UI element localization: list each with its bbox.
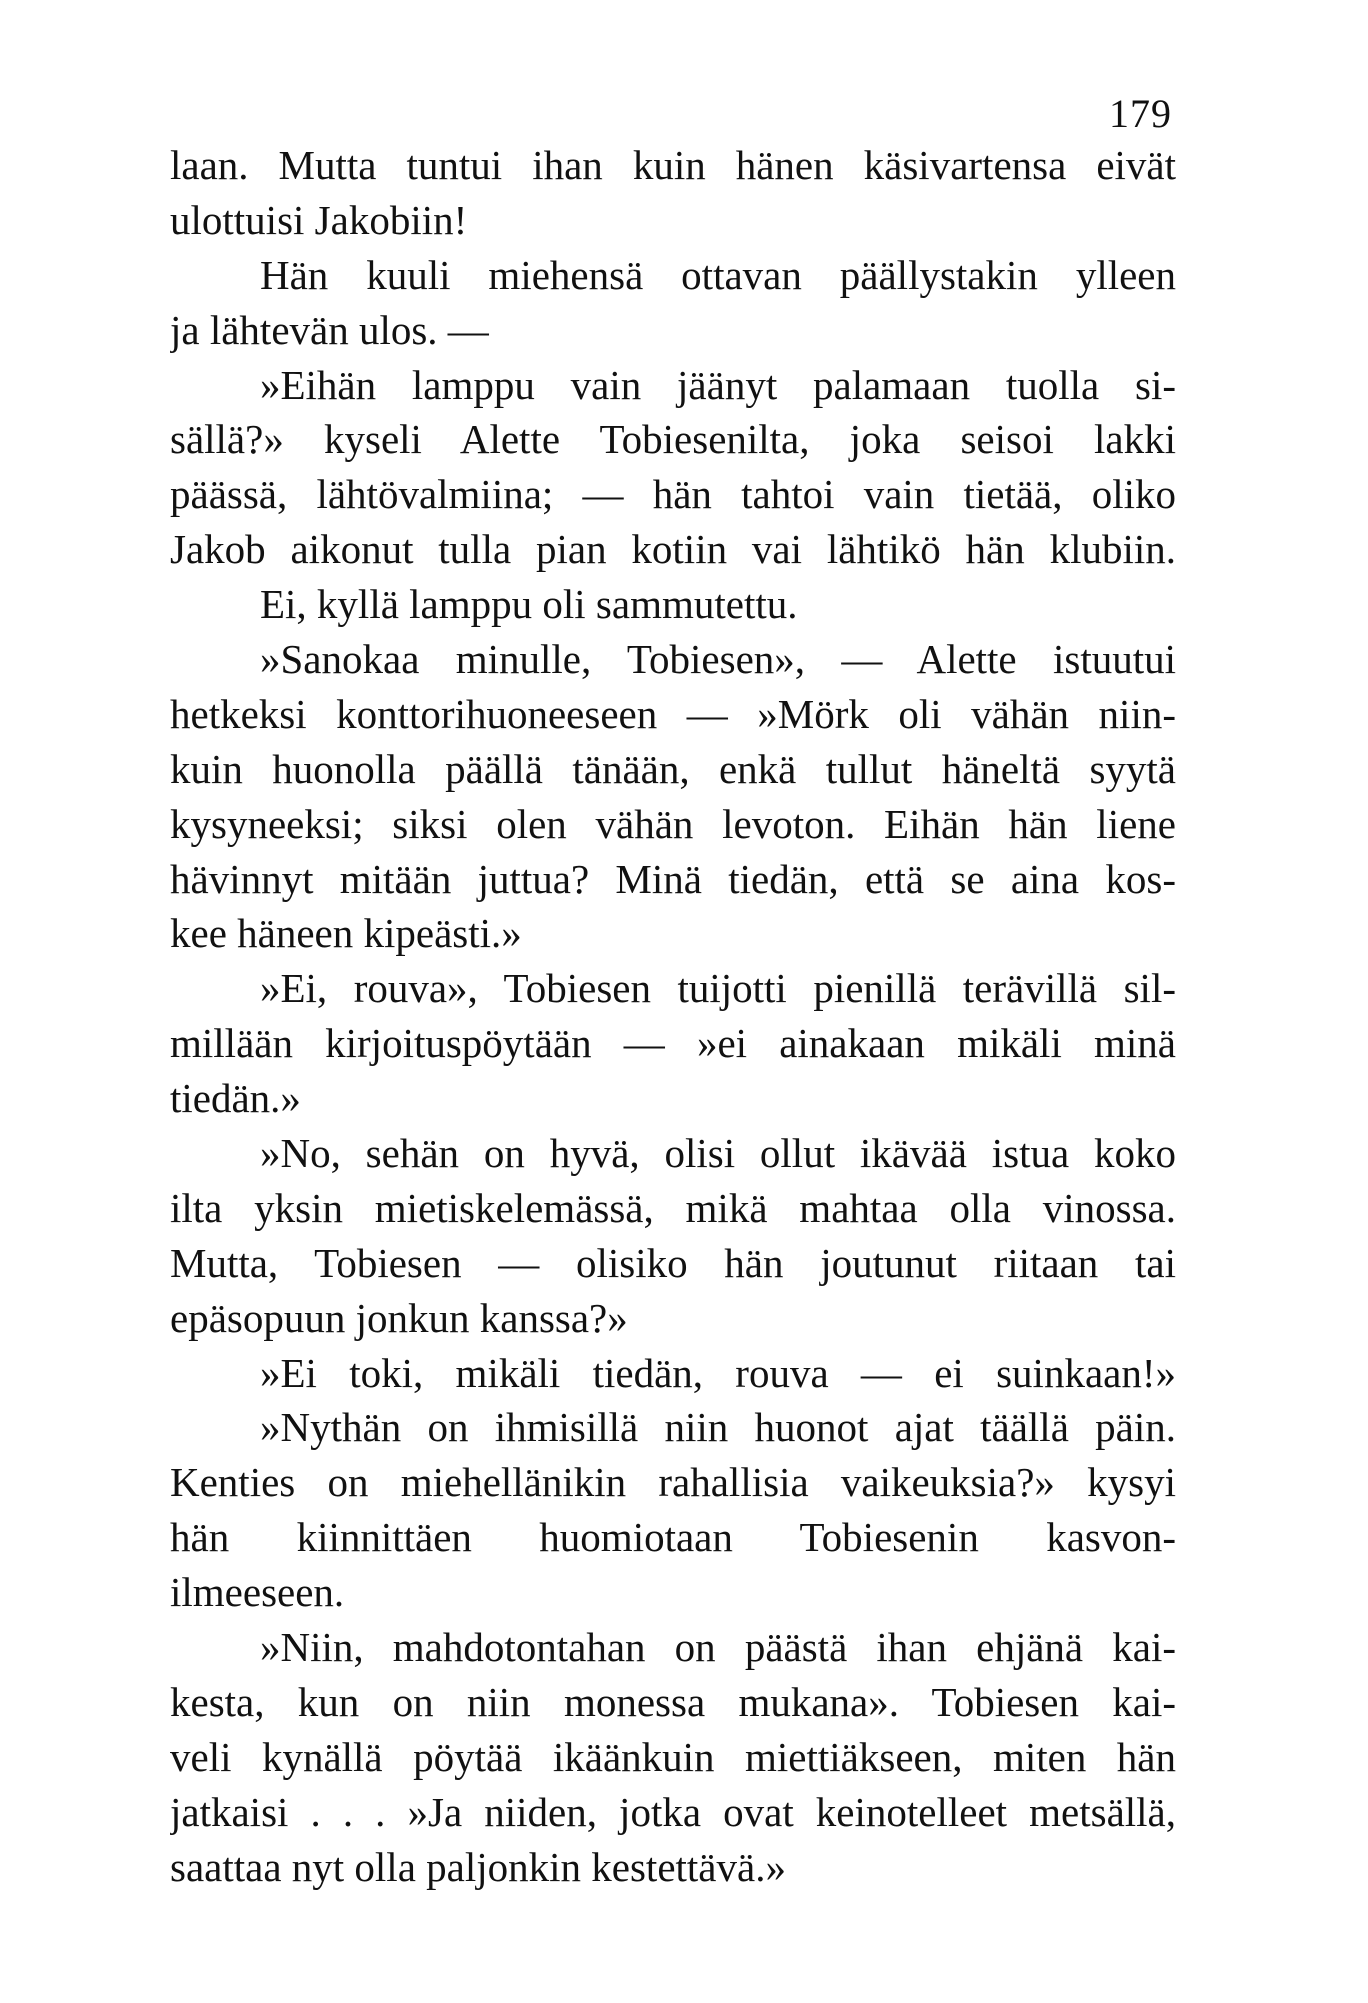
- text-line: »Ei, rouva», Tobiesen tuijotti pienillä terävillä sil-: [260, 965, 1176, 1012]
- text-line: kesta, kun on niin monessa mukana». Tobiesen kai-: [170, 1678, 1176, 1725]
- text-line: sällä?» kyseli Alette Tobiesenilta, joka seisoi lakki: [170, 416, 1176, 463]
- text-line: Jakob aikonut tulla pian kotiin vai lähtikö hän klubiin.: [170, 526, 1176, 573]
- text-line: Ei, kyllä lamppu oli sammutettu.: [260, 581, 798, 628]
- text-line: hävinnyt mitään juttua? Minä tiedän, että se aina kos-: [170, 855, 1176, 902]
- text-line: »Nythän on ihmisillä niin huonot ajat täällä päin.: [260, 1404, 1176, 1451]
- text-line: »Niin, mahdotontahan on päästä ihan ehjänä kai-: [260, 1624, 1176, 1671]
- text-line: kysyneeksi; siksi olen vähän levoton. Eihän hän liene: [170, 800, 1176, 847]
- text-line: Kenties on miehellänikin rahallisia vaikeuksia?» kysyi: [170, 1459, 1176, 1506]
- text-line: hän kiinnittäen huomiotaan Tobiesenin kasvon-: [170, 1514, 1176, 1561]
- text-line: kuin huonolla päällä tänään, enkä tullut häneltä syytä: [170, 745, 1176, 792]
- text-line: »No, sehän on hyvä, olisi ollut ikävää istua koko: [260, 1130, 1176, 1177]
- text-line: ja lähtevän ulos. —: [170, 306, 489, 353]
- text-line: »Sanokaa minulle, Tobiesen», — Alette istuutui: [260, 636, 1176, 683]
- text-line: epäsopuun jonkun kanssa?»: [170, 1294, 628, 1341]
- text-line: millään kirjoituspöytään — »ei ainakaan mikäli minä: [170, 1020, 1176, 1067]
- text-line: ulottuisi Jakobiin!: [170, 196, 468, 243]
- text-line: Mutta, Tobiesen — olisiko hän joutunut riitaan tai: [170, 1239, 1176, 1286]
- text-line: jatkaisi . . . »Ja niiden, jotka ovat keinotelleet metsällä,: [170, 1788, 1176, 1835]
- text-line: hetkeksi konttorihuoneeseen — »Mörk oli vähän niin-: [170, 690, 1176, 737]
- body-text: [170, 138, 1176, 1895]
- text-line: veli kynällä pöytää ikäänkuin miettiäkseen, miten hän: [170, 1733, 1176, 1780]
- text-line: päässä, lähtövalmiina; — hän tahtoi vain tietää, oliko: [170, 471, 1176, 518]
- text-line: saattaa nyt olla paljonkin kestettävä.»: [170, 1843, 786, 1890]
- text-line: »Eihän lamppu vain jäänyt palamaan tuolla si-: [260, 361, 1176, 408]
- text-line: laan. Mutta tuntui ihan kuin hänen käsivartensa eivät: [170, 142, 1176, 188]
- text-line: tiedän.»: [170, 1075, 301, 1122]
- text-line: kee häneen kipeästi.»: [170, 910, 522, 957]
- text-line: Hän kuuli miehensä ottavan päällystakin ylleen: [260, 251, 1176, 298]
- text-line: ilmeeseen.: [170, 1569, 345, 1616]
- text-line: »Ei toki, mikäli tiedän, rouva — ei suinkaan!»: [260, 1349, 1176, 1396]
- page-number: 179: [1109, 91, 1172, 136]
- text-line: ilta yksin mietiskelemässä, mikä mahtaa olla vinossa.: [170, 1184, 1176, 1231]
